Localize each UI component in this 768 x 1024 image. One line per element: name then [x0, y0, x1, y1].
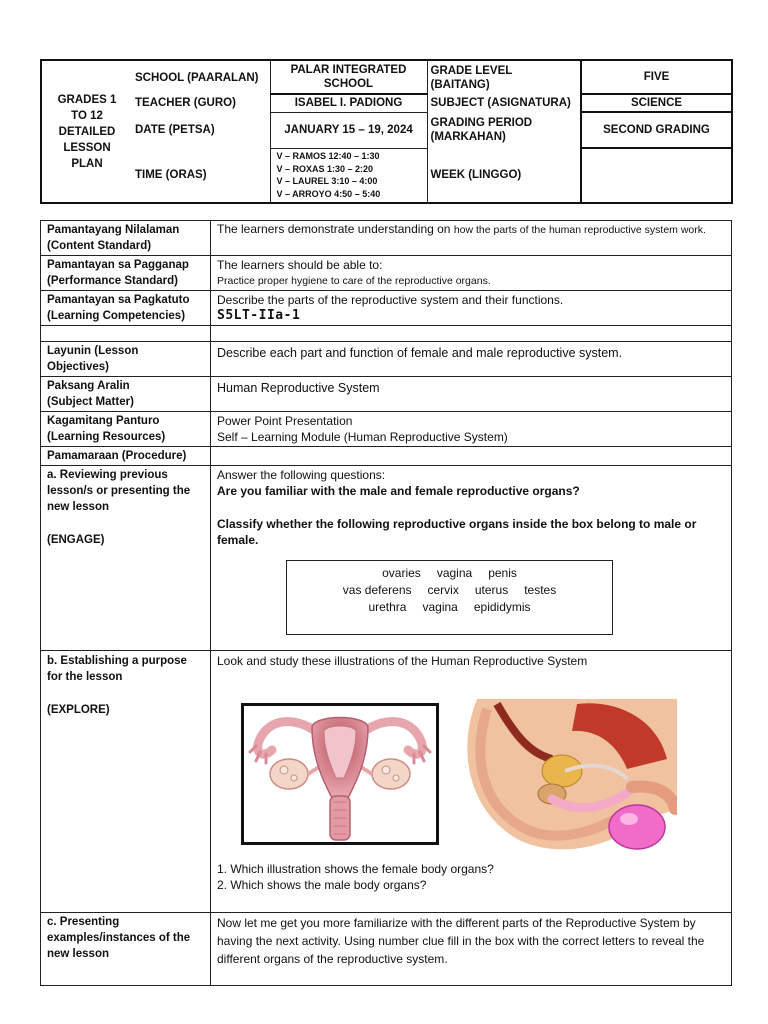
performance-standard-text: The learners should be able to: Practice proper hygiene to care of the reproductive organs. — [211, 256, 732, 291]
plan-title: GRADES 1 TO 12 DETAILED LESSON PLAN — [57, 93, 117, 170]
row-presenting — [41, 913, 732, 986]
organ-word-box: ovaries vagina penis vas deferens cervix uterus testes urethra vagina epididymis — [286, 560, 613, 635]
resources-label: Kagamitang Panturo (Learning Resources) — [41, 412, 211, 447]
time-values: V – RAMOS 12:40 – 1:30 V – ROXAS 1:30 – 2:20 V – LAUREL 3:10 – 4:00 V – ARROYO 4:50 – 5:40 — [270, 148, 427, 203]
learning-competencies-text: Describe the parts of the reproductive system and their functions. S5LT-IIa-1 — [211, 291, 732, 326]
row-performance-standard — [41, 256, 732, 291]
subject-matter-label: Paksang Aralin (Subject Matter) — [41, 377, 211, 412]
female-reproductive-illustration — [241, 703, 439, 845]
row-purpose — [41, 651, 732, 913]
row-learning-competencies — [41, 291, 732, 326]
subject-matter-text: Human Reproductive System — [211, 377, 732, 412]
subject-label: SUBJECT (ASIGNATURA) — [430, 97, 571, 109]
school-label: SCHOOL (PAARALAN) — [135, 71, 259, 84]
presenting-label: c. Presenting examples/instances of the new lesson — [41, 913, 211, 986]
purpose-question-2: 2. Which shows the male body organs? — [217, 878, 427, 892]
reviewing-label: a. Reviewing previous lesson/s or presenting the new lesson (ENGAGE) — [41, 466, 211, 651]
content-standard-label: Pamantayang Nilalaman (Content Standard) — [41, 221, 211, 256]
row-objectives — [41, 342, 732, 377]
lesson-plan-body — [40, 220, 732, 986]
objectives-label: Layunin (Lesson Objectives) — [41, 342, 211, 377]
teacher-value: ISABEL I. PADIONG — [270, 94, 427, 112]
performance-standard-label: Pamantayan sa Pagganap (Performance Standard) — [41, 256, 211, 291]
row-content-standard — [41, 221, 732, 256]
teacher-label: TEACHER (GURO) — [135, 97, 236, 109]
time-label: TIME (ORAS) — [135, 169, 207, 181]
row-procedure — [41, 447, 732, 466]
subject-value: SCIENCE — [581, 94, 732, 112]
week-value — [581, 148, 732, 203]
content-standard-text: The learners demonstrate understanding on how the parts of the human reproductive system work. — [211, 221, 732, 256]
learning-competencies-label: Pamantayan sa Pagkatuto (Learning Competencies) — [41, 291, 211, 326]
procedure-label: Pamamaraan (Procedure) — [41, 447, 211, 466]
reviewing-content: Answer the following questions: Are you familiar with the male and female reproductive organs? Classify whether the following reproductive organs inside the box belong to male or female. ovaries vagina penis vas deferens cervix uterus testes urethra vagina epididymis — [211, 466, 732, 651]
row-reviewing — [41, 466, 732, 651]
grading-label: GRADING PERIOD (MARKAHAN) — [430, 117, 533, 143]
grade-label: GRADE LEVEL (BAITANG) — [430, 64, 513, 91]
school-value: PALAR INTEGRATED SCHOOL — [270, 60, 427, 94]
week-label: WEEK (LINGGO) — [430, 169, 522, 181]
purpose-label: b. Establishing a purpose for the lesson (EXPLORE) — [41, 651, 211, 913]
male-reproductive-illustration — [457, 699, 677, 859]
grade-value: FIVE — [581, 60, 732, 94]
competency-code: S5LT-IIa-1 — [217, 308, 301, 323]
date-value: JANUARY 15 – 19, 2024 — [270, 112, 427, 148]
date-label: DATE (PETSA) — [135, 124, 215, 136]
resources-text: Power Point Presentation Self – Learning Module (Human Reproductive System) — [211, 412, 732, 447]
row-subject-matter — [41, 377, 732, 412]
row-resources — [41, 412, 732, 447]
grading-value: SECOND GRADING — [581, 112, 732, 148]
objectives-text: Describe each part and function of female and male reproductive system. — [211, 342, 732, 377]
presenting-text: Now let me get you more familiarize with the different parts of the Reproductive System by having the next activity. Using number clue fill in the box with the correct letters to reveal the different organs of the reproductive system. — [211, 913, 732, 986]
purpose-content: Look and study these illustrations of the Human Reproductive System 1. Which illustration shows the female body organs? 2. Which shows the male body organs? — [211, 651, 732, 913]
lesson-plan-header — [40, 59, 733, 204]
purpose-question-1: 1. Which illustration shows the female body organs? — [217, 862, 494, 876]
row-empty — [41, 326, 732, 342]
